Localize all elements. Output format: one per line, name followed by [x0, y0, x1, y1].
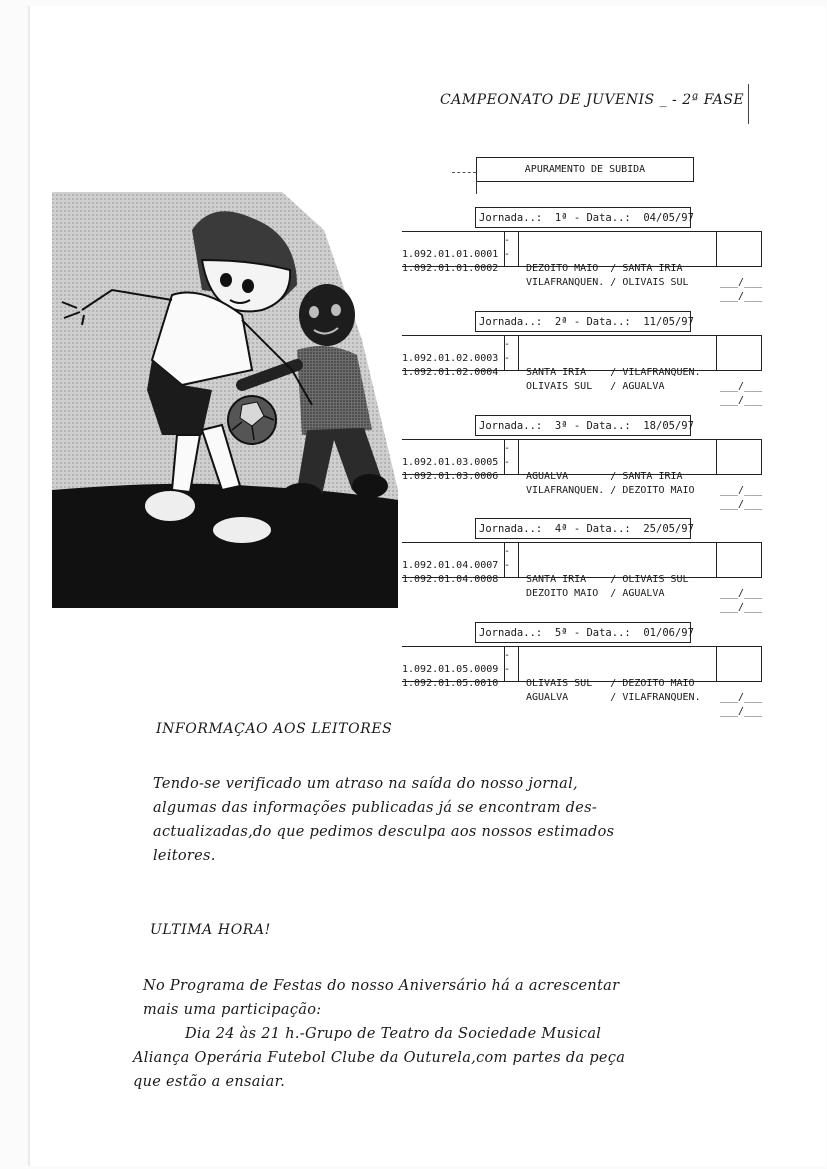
- match-code: 1.092.01.04.0008: [402, 574, 499, 585]
- match-teams: VILAFRANQUEN. / OLIVAIS SUL: [526, 277, 689, 288]
- match-table: [402, 231, 763, 302]
- match-code: 1.092.01.05.0009: [402, 664, 499, 675]
- round-header: Jornada..: 3ª - Data..: 18/05/97: [475, 415, 691, 436]
- apuramento-box: APURAMENTO DE SUBIDA: [476, 157, 694, 182]
- round-header: Jornada..: 4ª - Data..: 25/05/97: [475, 518, 691, 539]
- score-blank: ___/___: [720, 602, 763, 613]
- match-code: 1.092.01.01.0001: [402, 249, 499, 260]
- score-blank: ___/___: [720, 485, 763, 496]
- match-teams: AGUALVA / SANTA IRIA: [526, 471, 683, 482]
- match-teams: SANTA IRIA / OLIVAIS SUL: [526, 574, 689, 585]
- info-heading: INFORMAÇAO AOS LEITORES: [156, 721, 393, 737]
- round-header: Jornada..: 2ª - Data..: 11/05/97: [475, 311, 691, 332]
- info-paragraph: [153, 772, 614, 868]
- match-row: 1.092.01.04.0008 - DEZOITO MAIO / AGUALVA ___/___: [402, 560, 763, 613]
- match-teams: VILAFRANQUEN. / DEZOITO MAIO: [526, 485, 695, 496]
- divider: [452, 172, 476, 174]
- match-row: 1.092.01.05.0009 - OLIVAIS SUL / DEZOITO MAIO ___/___: [402, 650, 763, 703]
- divider: [476, 180, 477, 194]
- page-title: CAMPEONATO DE JUVENIS _ - 2ª FASE: [440, 92, 745, 108]
- match-code: 1.092.01.02.0003: [402, 353, 499, 364]
- score-blank: ___/___: [720, 291, 763, 302]
- text-line: Tendo-se verificado um atraso na saída do nosso jornal,: [153, 776, 578, 792]
- match-code: 1.092.01.01.0002: [402, 263, 499, 274]
- match-teams: SANTA IRIA / VILAFRANQUEN.: [526, 367, 701, 378]
- match-code: 1.092.01.05.0010: [402, 678, 499, 689]
- match-row: 1.092.01.02.0003 - SANTA IRIA / VILAFRANQUEN. ___/___: [402, 339, 763, 392]
- text-line: que estão a ensaiar.: [133, 1074, 286, 1090]
- match-table: [402, 335, 763, 406]
- match-row: 1.092.01.03.0005 - AGUALVA / SANTA IRIA ___/___: [402, 443, 763, 496]
- football-players-illustration: [52, 190, 398, 608]
- match-teams: DEZOITO MAIO / SANTA IRIA: [526, 263, 683, 274]
- score-blank: ___/___: [720, 395, 763, 406]
- match-teams: AGUALVA / VILAFRANQUEN.: [526, 692, 701, 703]
- match-code: 1.092.01.03.0005: [402, 457, 499, 468]
- match-row: 1.092.01.03.0006 - VILAFRANQUEN. / DEZOITO MAIO ___/___: [402, 457, 763, 510]
- round-header: Jornada..: 1ª - Data..: 04/05/97: [475, 207, 691, 228]
- match-code: 1.092.01.03.0006: [402, 471, 499, 482]
- match-row: 1.092.01.05.0010 - AGUALVA / VILAFRANQUEN. ___/___: [402, 664, 763, 717]
- match-row: 1.092.01.04.0007 - SANTA IRIA / OLIVAIS SUL ___/___: [402, 546, 763, 599]
- match-code: 1.092.01.04.0007: [402, 560, 499, 571]
- match-teams: OLIVAIS SUL / DEZOITO MAIO: [526, 678, 695, 689]
- score-blank: ___/___: [720, 692, 763, 703]
- ultima-paragraph: [133, 974, 626, 1094]
- score-blank: ___/___: [720, 277, 763, 288]
- match-row: 1.092.01.02.0004 - OLIVAIS SUL / AGUALVA ___/___: [402, 353, 763, 406]
- text-line: Aliança Operária Futebol Clube da Outurela,com partes da peça: [133, 1050, 626, 1066]
- match-teams: OLIVAIS SUL / AGUALVA: [526, 381, 665, 392]
- text-line: mais uma participação:: [143, 1002, 322, 1018]
- match-row: 1.092.01.01.0001 - DEZOITO MAIO / SANTA IRIA ___/___: [402, 235, 763, 288]
- match-table: [402, 439, 763, 510]
- match-code: 1.092.01.02.0004: [402, 367, 499, 378]
- match-row: 1.092.01.01.0002 - VILAFRANQUEN. / OLIVAIS SUL ___/___: [402, 249, 763, 302]
- text-line: actualizadas,do que pedimos desculpa aos nossos estimados: [153, 824, 615, 840]
- match-table: [402, 646, 763, 717]
- match-table: [402, 542, 763, 613]
- text-line: Dia 24 às 21 h.-Grupo de Teatro da Sociedade Musical: [185, 1026, 602, 1042]
- text-line: leitores.: [153, 848, 216, 864]
- round-header: Jornada..: 5ª - Data..: 01/06/97: [475, 622, 691, 643]
- scan-edge-line: [748, 84, 749, 124]
- text-line: No Programa de Festas do nosso Aniversário há a acrescentar: [143, 978, 620, 994]
- text-line: algumas das informações publicadas já se encontram des-: [153, 800, 598, 816]
- score-blank: ___/___: [720, 381, 763, 392]
- score-blank: ___/___: [720, 706, 763, 717]
- score-blank: ___/___: [720, 499, 763, 510]
- match-teams: DEZOITO MAIO / AGUALVA: [526, 588, 665, 599]
- score-blank: ___/___: [720, 588, 763, 599]
- ultima-heading: ULTIMA HORA!: [150, 922, 271, 938]
